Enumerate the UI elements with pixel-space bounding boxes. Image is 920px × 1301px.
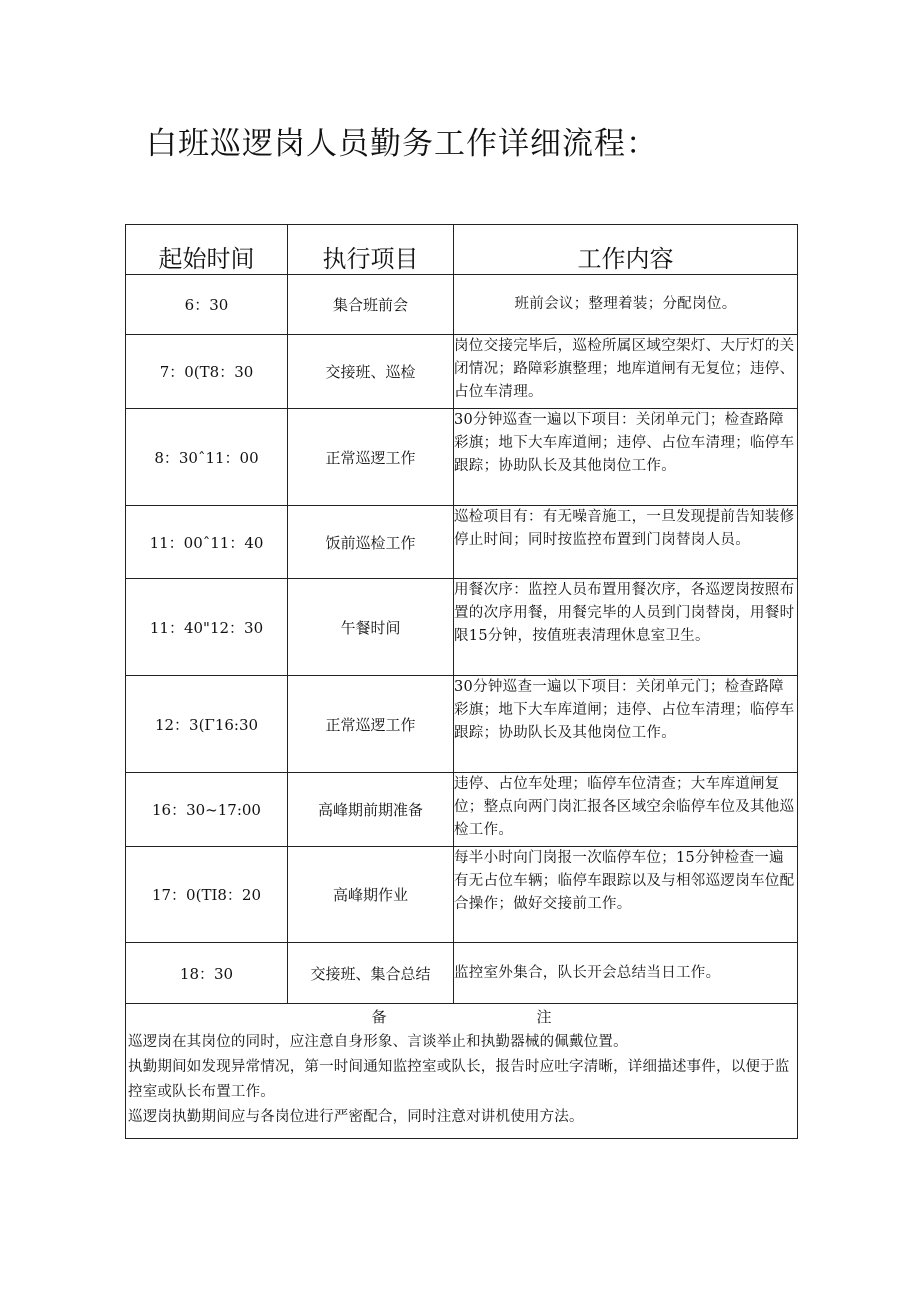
row-time: 6：30 [126, 275, 288, 335]
row-time: 11：00ˆ11：40 [126, 506, 288, 579]
row-time: 8：30ˆ11：00 [126, 409, 288, 506]
row-time: 11：40"12：30 [126, 579, 288, 676]
row-task: 饭前巡检工作 [288, 506, 454, 579]
notes-heading-left: 备 [371, 1008, 387, 1026]
table-row [126, 847, 798, 943]
row-task: 正常巡逻工作 [288, 409, 454, 506]
table-row [126, 409, 798, 506]
row-content: 违停、占位车处理；临停车位清查；大车库道闸复位；整点向两门岗汇报各区域空余临停车位及其他巡检工作。 [454, 773, 798, 847]
header-content: 工作内容 [454, 225, 798, 275]
table-row [126, 506, 798, 579]
note-line: 巡逻岗在其岗位的同时，应注意自身形象、言谈举止和执勤器械的佩戴位置。 [128, 1034, 628, 1050]
row-content: 用餐次序：监控人员布置用餐次序，各巡逻岗按照布置的次序用餐，用餐完毕的人员到门岗替岗，用餐时限15分钟，按值班表清理休息室卫生。 [454, 579, 798, 676]
table-row [126, 579, 798, 676]
table-row [126, 275, 798, 335]
row-task: 交接班、集合总结 [288, 943, 454, 1004]
row-task: 正常巡逻工作 [288, 676, 454, 773]
notes-heading-right: 注 [536, 1008, 552, 1026]
row-time: 18：30 [126, 943, 288, 1004]
row-time: 7：0(T8：30 [126, 335, 288, 409]
row-task: 高峰期前期准备 [288, 773, 454, 847]
row-task: 集合班前会 [288, 275, 454, 335]
table-row [126, 943, 798, 1004]
duty-schedule-table [125, 224, 798, 1139]
row-time: 12：3(Γ16:30 [126, 676, 288, 773]
header-task: 执行项目 [288, 225, 454, 275]
row-task: 高峰期作业 [288, 847, 454, 943]
notes-heading [128, 1004, 795, 1030]
row-time: 17：0(TI8：20 [126, 847, 288, 943]
row-content: 30分钟巡查一遍以下项目：关闭单元门；检查路障彩旗；地下大车库道闸；违停、占位车清理；临停车跟踪；协助队长及其他岗位工作。 [454, 676, 798, 773]
row-content: 班前会议；整理着装；分配岗位。 [454, 275, 798, 335]
note-line: 巡逻岗执勤期间应与各岗位进行严密配合，同时注意对讲机使用方法。 [128, 1109, 584, 1125]
table-row [126, 676, 798, 773]
notes-section [126, 1004, 798, 1139]
table-row [126, 773, 798, 847]
notes-row [126, 1004, 798, 1139]
table-row [126, 335, 798, 409]
row-time: 16：30~17:00 [126, 773, 288, 847]
note-line: 执勤期间如发现异常情况，第一时间通知监控室或队长，报告时应吐字清晰，详细描述事件，以便于监控室或队长布置工作。 [128, 1059, 790, 1100]
row-content: 巡检项目有：有无噪音施工，一旦发现提前告知装修停止时间；同时按监控布置到门岗替岗人员。 [454, 506, 798, 579]
header-start-time: 起始时间 [126, 225, 288, 275]
row-content: 监控室外集合，队长开会总结当日工作。 [454, 943, 798, 1004]
page-title: 白班巡逻岗人员勤务工作详细流程： [146, 126, 658, 162]
table-header-row [126, 225, 798, 275]
row-task: 交接班、巡检 [288, 335, 454, 409]
row-content: 30分钟巡查一遍以下项目：关闭单元门；检查路障彩旗；地下大车库道闸；违停、占位车清理；临停车跟踪；协助队长及其他岗位工作。 [454, 409, 798, 506]
row-task: 午餐时间 [288, 579, 454, 676]
row-content: 每半小时向门岗报一次临停车位；15分钟检查一遍有无占位车辆；临停车跟踪以及与相邻巡逻岗车位配合操作；做好交接前工作。 [454, 847, 798, 943]
row-content: 岗位交接完毕后，巡检所属区域空架灯、大厅灯的关闭情况；路障彩旗整理；地库道闸有无复位；违停、占位车清理。 [454, 335, 798, 409]
